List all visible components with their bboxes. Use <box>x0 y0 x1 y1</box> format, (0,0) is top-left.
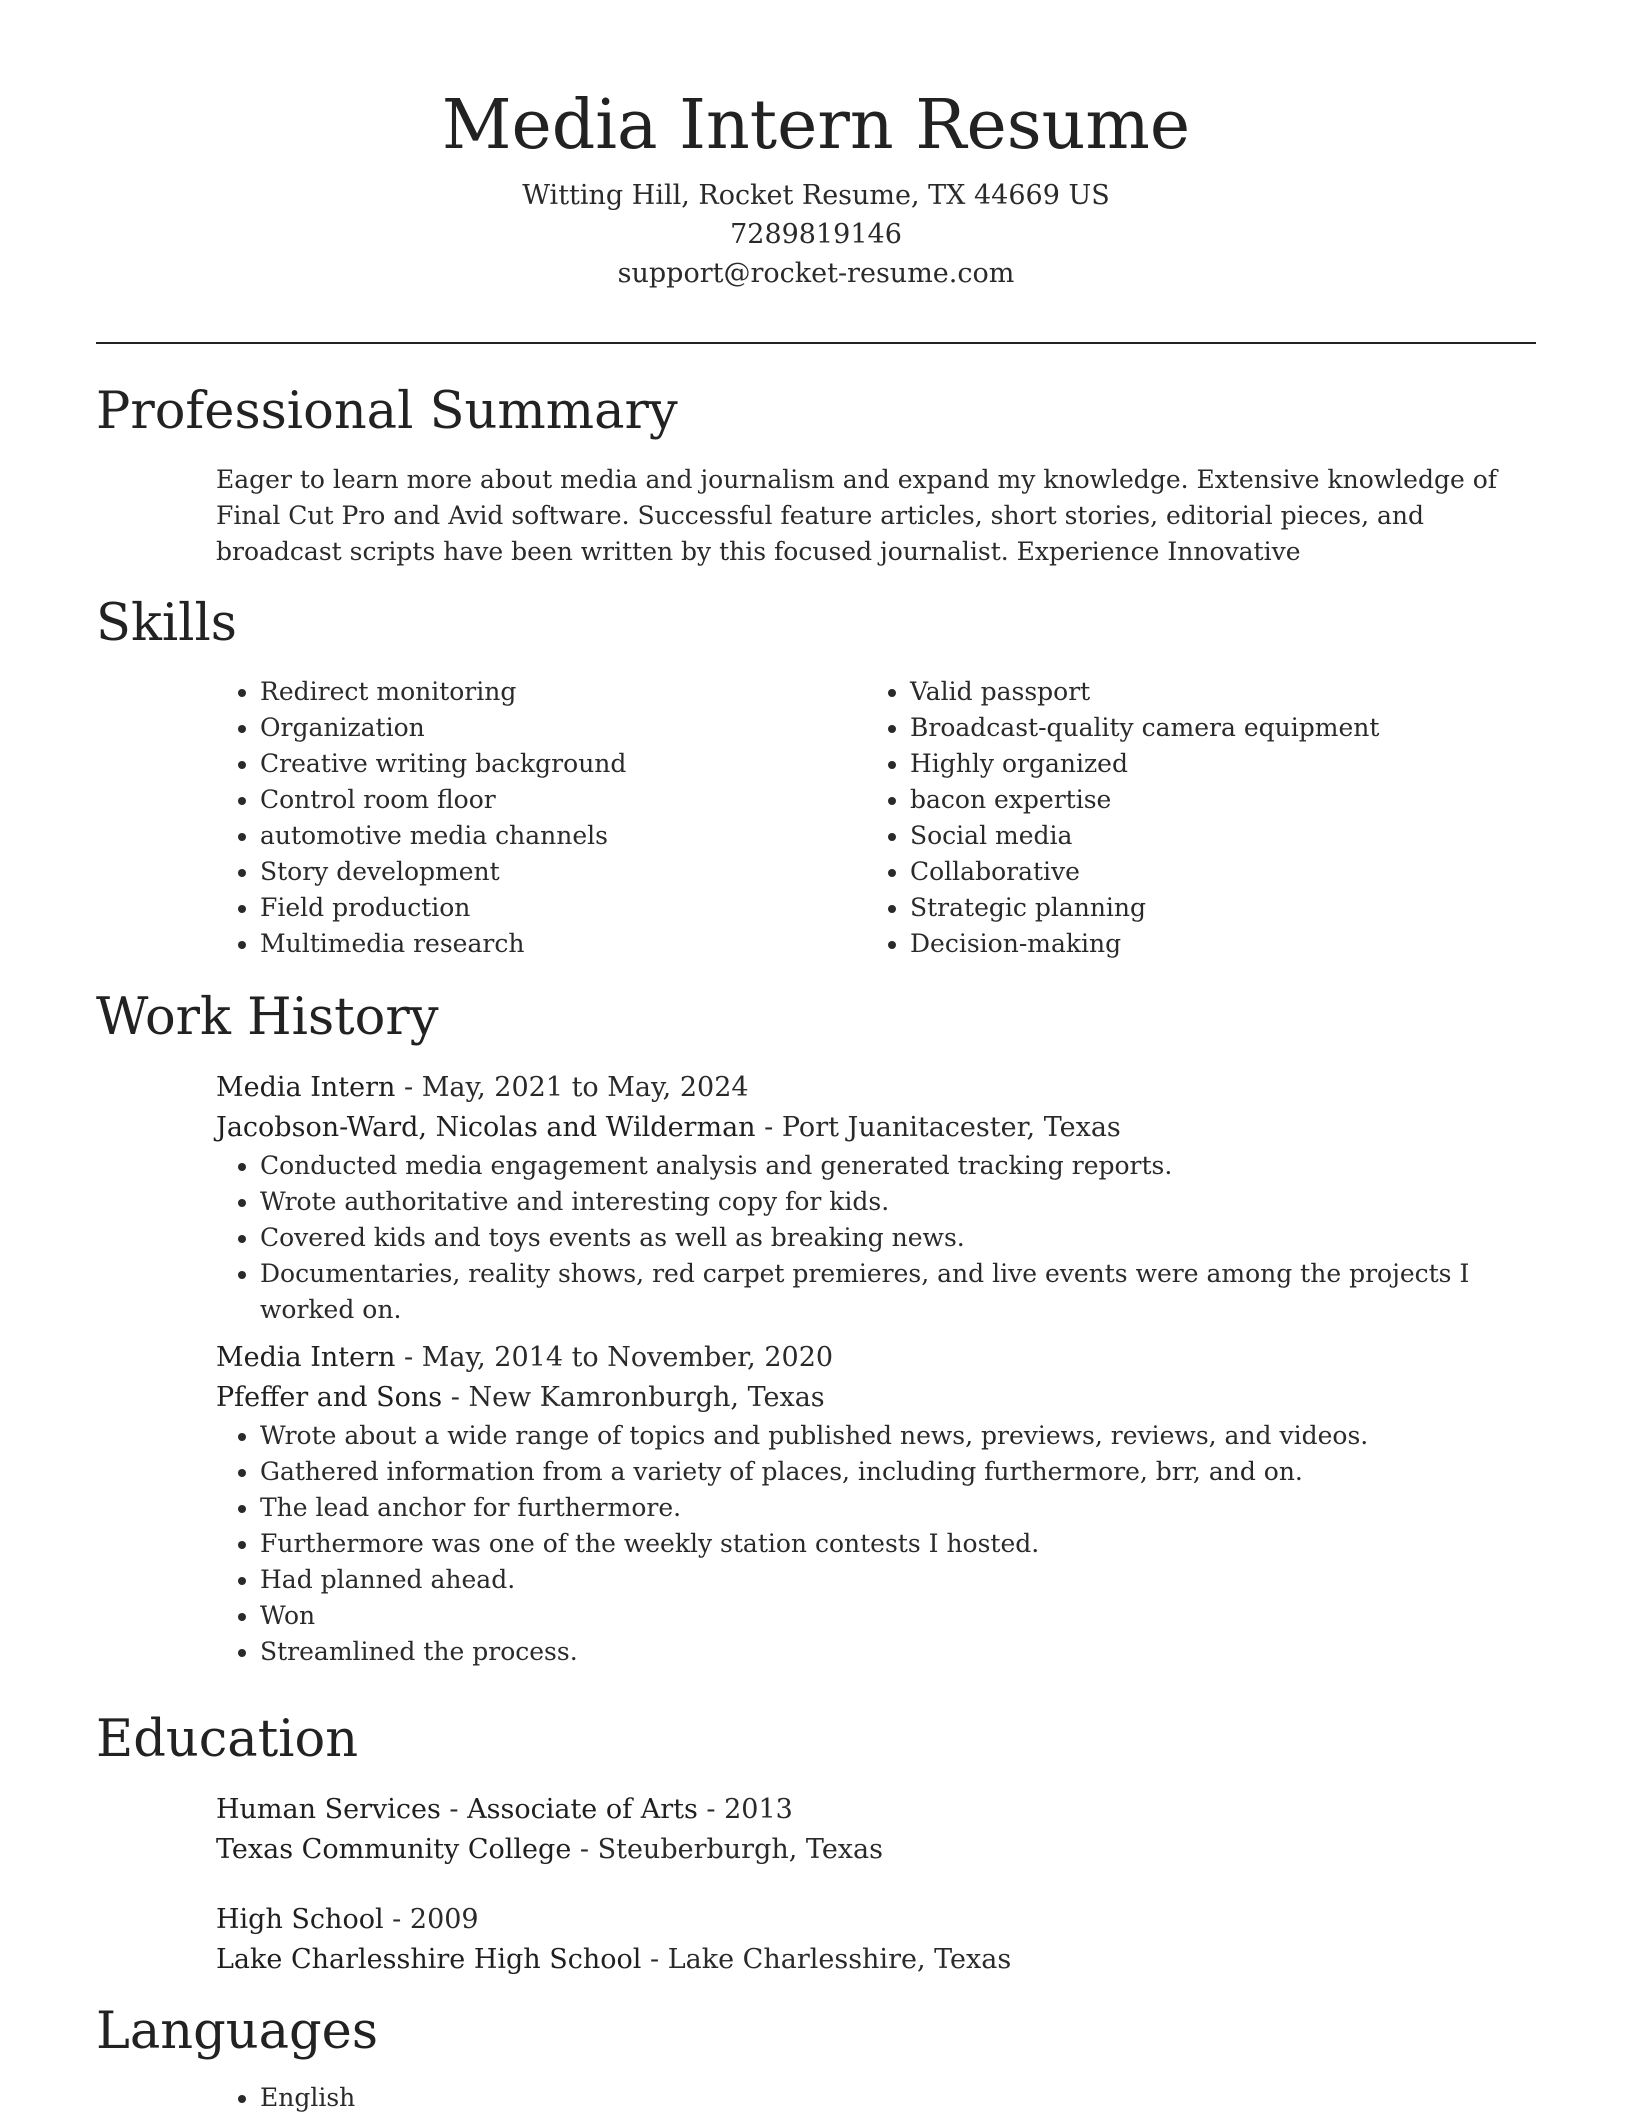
job-dates: May, 2021 to May, 2024 <box>421 1072 749 1103</box>
job-title: Media Intern <box>216 1342 396 1373</box>
job-bullets <box>216 1418 1536 1670</box>
separator: - <box>571 1834 598 1865</box>
separator: - <box>755 1112 782 1143</box>
summary-text: Eager to learn more about media and journalism and expand my knowledge. Extensive knowledge of Final Cut Pro and Avid software. Successful feature articles, short stories, editorial pieces, and broadcast scripts have been written by this focused journalist. Experience Innovative <box>216 465 1498 566</box>
job-title-line <box>216 1338 1536 1378</box>
skill-item: • Story development <box>260 854 856 890</box>
education-entry <box>216 1900 1536 1980</box>
summary-heading: Professional Summary <box>96 382 678 441</box>
contact-phone: 7289819146 <box>730 219 902 250</box>
contact-info <box>96 176 1536 293</box>
education-heading: Education <box>96 1710 359 1769</box>
education-field: High School <box>216 1904 384 1935</box>
separator: - <box>395 1072 422 1103</box>
education-degree: Associate of Arts <box>467 1794 698 1825</box>
skill-item: • Control room floor <box>260 782 856 818</box>
separator: - <box>442 1382 469 1413</box>
job-bullet: • Furthermore was one of the weekly station contests I hosted. <box>260 1526 1536 1562</box>
skill-item: • Highly organized <box>910 746 1506 782</box>
job-bullets <box>216 1148 1536 1328</box>
separator: - <box>440 1794 468 1825</box>
job-entry <box>216 1338 1536 1670</box>
education-year: 2009 <box>409 1904 479 1935</box>
job-dates: May, 2014 to November, 2020 <box>421 1342 834 1373</box>
language-item: • English <box>260 2080 1536 2116</box>
job-title-line <box>216 1068 1536 1108</box>
job-bullet: • Wrote about a wide range of topics and published news, previews, reviews, and videos. <box>260 1418 1536 1454</box>
skill-item: • Field production <box>260 890 856 926</box>
education-degree-line <box>216 1790 1536 1830</box>
separator: - <box>697 1794 725 1825</box>
job-bullet: • Wrote authoritative and interesting copy for kids. <box>260 1184 1536 1220</box>
job-location: New Kamronburgh, Texas <box>468 1382 825 1413</box>
skill-item: • Valid passport <box>910 674 1506 710</box>
skill-item: • Multimedia research <box>260 926 856 962</box>
work-history-heading: Work History <box>96 988 439 1047</box>
contact-email[interactable]: support@rocket-resume.com <box>617 258 1015 289</box>
skill-item: • automotive media channels <box>260 818 856 854</box>
job-bullet: • Gathered information from a variety of places, including furthermore, brr, and on. <box>260 1454 1536 1490</box>
skills-column-left <box>216 674 856 962</box>
job-bullet: • Had planned ahead. <box>260 1562 1536 1598</box>
skill-item: • Creative writing background <box>260 746 856 782</box>
resume-header <box>96 86 1536 293</box>
job-company: Pfeffer and Sons <box>216 1382 443 1413</box>
education-school: Lake Charlesshire High School <box>216 1944 642 1975</box>
job-bullet: • Streamlined the process. <box>260 1634 1536 1670</box>
contact-address: Witting Hill, Rocket Resume, TX 44669 US <box>522 180 1110 211</box>
skill-item: • Broadcast-quality camera equipment <box>910 710 1506 746</box>
skills-heading: Skills <box>96 594 237 653</box>
education-school-line <box>216 1940 1536 1980</box>
job-bullet: • The lead anchor for furthermore. <box>260 1490 1536 1526</box>
header-divider <box>96 342 1536 344</box>
separator: - <box>641 1944 668 1975</box>
education-entry <box>216 1790 1536 1870</box>
separator: - <box>395 1342 422 1373</box>
skill-item: • Decision-making <box>910 926 1506 962</box>
education-location: Steuberburgh, Texas <box>597 1834 883 1865</box>
education-school-line <box>216 1830 1536 1870</box>
skill-item: • bacon expertise <box>910 782 1506 818</box>
skills-column-right <box>866 674 1506 962</box>
job-company-line <box>216 1378 1536 1418</box>
resume-title: Media Intern Resume <box>441 86 1191 165</box>
job-location: Port Juanitacester, Texas <box>781 1112 1121 1143</box>
education-degree-line <box>216 1900 1536 1940</box>
education-location: Lake Charlesshire, Texas <box>667 1944 1012 1975</box>
separator: - <box>383 1904 410 1935</box>
skill-item: • Social media <box>910 818 1506 854</box>
job-company: Jacobson-Ward, Nicolas and Wilderman <box>216 1112 756 1143</box>
job-bullet: • Covered kids and toys events as well as breaking news. <box>260 1220 1536 1256</box>
skill-item: • Organization <box>260 710 856 746</box>
skill-item: • Strategic planning <box>910 890 1506 926</box>
job-entry <box>216 1068 1536 1328</box>
job-title: Media Intern <box>216 1072 396 1103</box>
education-year: 2013 <box>724 1794 793 1825</box>
skill-item: • Collaborative <box>910 854 1506 890</box>
job-bullet: • Won <box>260 1598 1536 1634</box>
education-field: Human Services <box>216 1794 441 1825</box>
job-company-line <box>216 1108 1536 1148</box>
education-school: Texas Community College <box>216 1834 572 1865</box>
job-bullet: • Documentaries, reality shows, red carpet premieres, and live events were among the projects I worked on. <box>260 1256 1536 1328</box>
languages-heading: Languages <box>96 2002 379 2061</box>
skill-item: • Redirect monitoring <box>260 674 856 710</box>
job-bullet: • Conducted media engagement analysis and generated tracking reports. <box>260 1148 1536 1184</box>
languages-list <box>216 2080 1536 2116</box>
